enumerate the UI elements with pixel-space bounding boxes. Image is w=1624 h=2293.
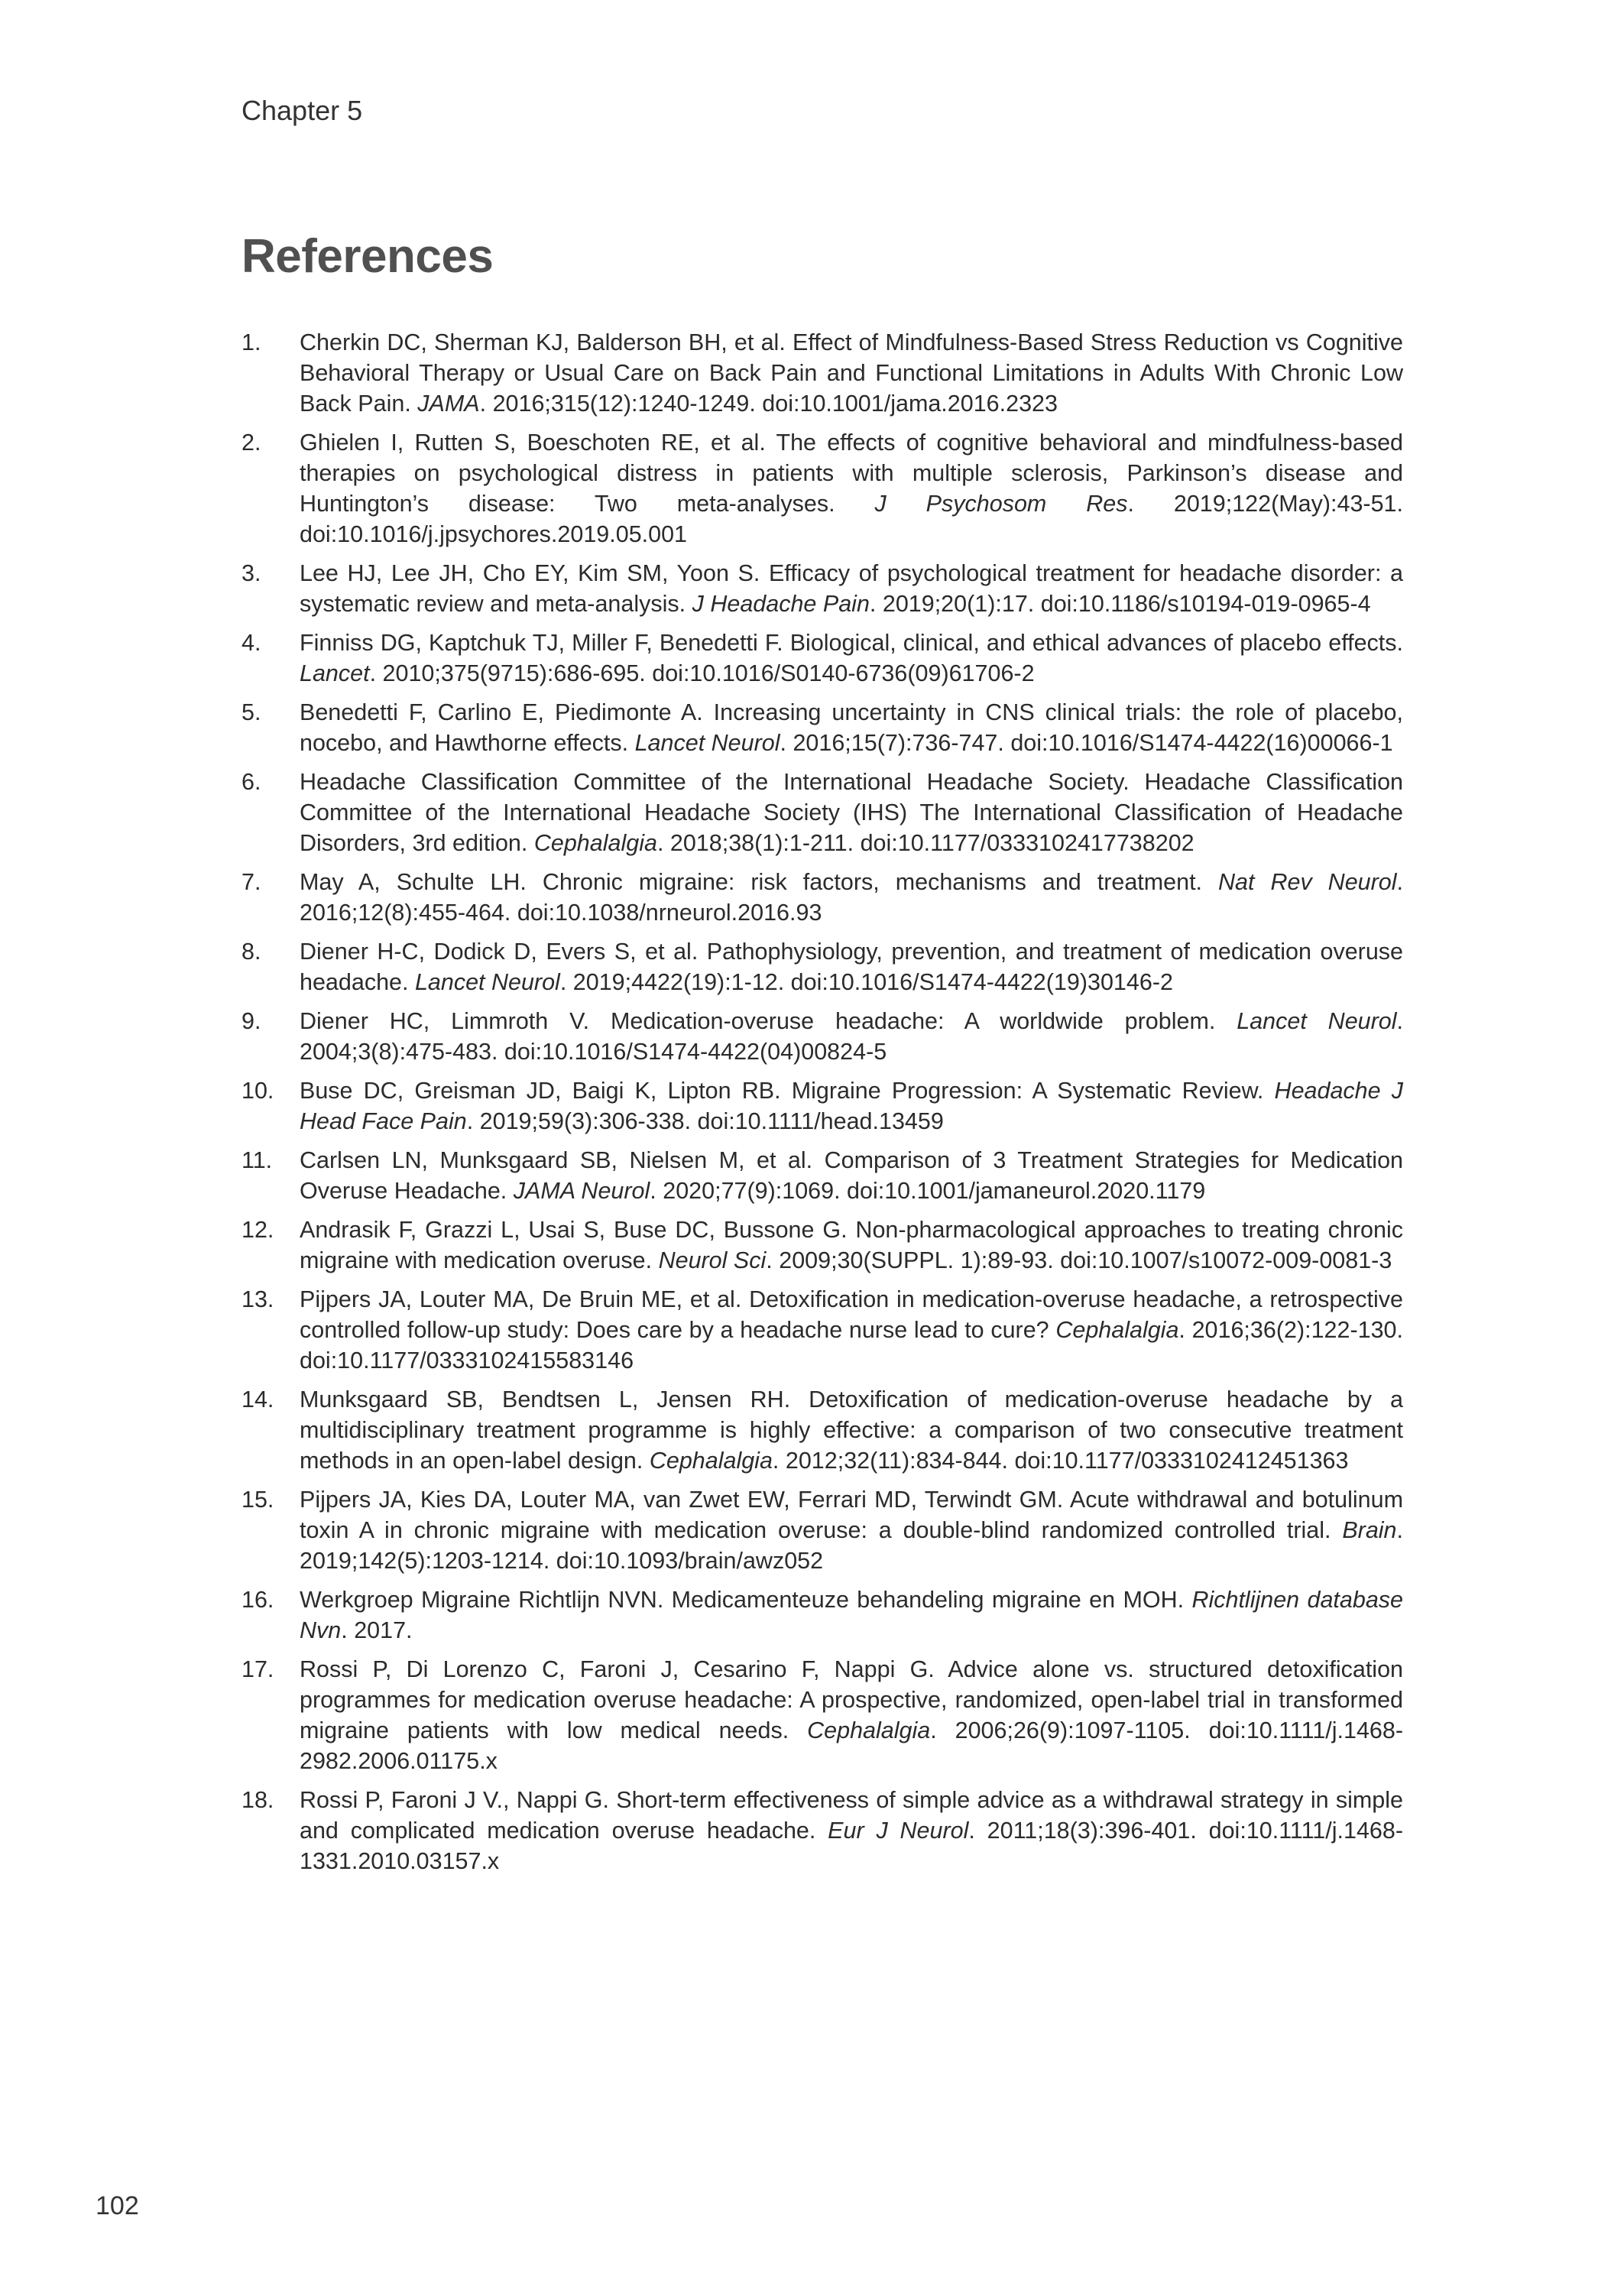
reference-authors-title: Diener HC, Limmroth V. Medication-overuse headache: A worldwide problem.: [300, 1008, 1237, 1034]
reference-journal: Eur J Neurol: [828, 1818, 969, 1844]
reference-number: 6.: [241, 769, 261, 795]
reference-citation: . 2016;36(2):122-130. doi:10.1177/0333102415583146: [300, 1317, 1403, 1374]
reference-authors-title: Rossi P, Faroni J V., Nappi G. Short-term effectiveness of simple advice as a withdrawal strategy in simple and complicated medication overuse headache.: [300, 1787, 1403, 1844]
reference-number: 17.: [241, 1656, 274, 1682]
reference-journal: Lancet Neurol: [634, 730, 780, 756]
reference-citation: . 2016;12(8):455-464. doi:10.1038/nrneurol.2016.93: [300, 869, 1403, 926]
reference-authors-title: Pijpers JA, Kies DA, Louter MA, van Zwet EW, Ferrari MD, Terwindt GM. Acute withdrawal and botulinum toxin A in chronic migraine with medication overuse: a double-blind randomized controlled trial.: [300, 1487, 1403, 1543]
reference-authors-title: May A, Schulte LH. Chronic migraine: risk factors, mechanisms and treatment.: [300, 869, 1219, 895]
reference-item: [241, 697, 1403, 758]
reference-authors-title: Andrasik F, Grazzi L, Usai S, Buse DC, Bussone G. Non-pharmacological approaches to treating chronic migraine with medication overuse.: [300, 1217, 1403, 1273]
reference-authors-title: Buse DC, Greisman JD, Baigi K, Lipton RB. Migraine Progression: A Systematic Review.: [300, 1078, 1275, 1104]
reference-number: 15.: [241, 1487, 274, 1513]
reference-citation: . 2012;32(11):834-844. doi:10.1177/0333102412451363: [772, 1448, 1349, 1474]
reference-citation: . 2019;59(3):306-338. doi:10.1111/head.13459: [466, 1108, 944, 1134]
reference-journal: Nat Rev Neurol: [1218, 869, 1397, 895]
page-number: 102: [96, 2191, 139, 2220]
reference-number: 2.: [241, 430, 261, 456]
reference-number: 4.: [241, 630, 261, 656]
reference-journal: Headache J Head Face Pain: [300, 1078, 1403, 1134]
reference-authors-title: Rossi P, Di Lorenzo C, Faroni J, Cesarino F, Nappi G. Advice alone vs. structured detoxification programmes for medication overuse headache: A prospective, randomized, open-label trial in transformed migraine patients with low medical needs.: [300, 1656, 1403, 1743]
reference-number: 7.: [241, 869, 261, 895]
reference-citation: . 2019;20(1):17. doi:10.1186/s10194-019-0965-4: [869, 591, 1371, 617]
reference-item: [241, 327, 1403, 419]
reference-item: [241, 867, 1403, 928]
page-title: References: [241, 230, 494, 283]
reference-item: [241, 1075, 1403, 1137]
reference-authors-title: Headache Classification Committee of the International Headache Society. Headache Classification Committee of the International Headache Society (IHS) The International Classification of Headache Disorders, 3rd edition.: [300, 769, 1403, 856]
reference-citation: . 2018;38(1):1-211. doi:10.1177/0333102417738202: [656, 830, 1194, 856]
reference-item: [241, 558, 1403, 619]
reference-number: 18.: [241, 1787, 274, 1813]
reference-number: 14.: [241, 1387, 274, 1412]
reference-authors-title: Finniss DG, Kaptchuk TJ, Miller F, Benedetti F. Biological, clinical, and ethical advances of placebo effects.: [300, 630, 1403, 656]
chapter-header: Chapter 5: [241, 95, 363, 126]
reference-number: 16.: [241, 1587, 274, 1613]
reference-journal: JAMA Neurol: [513, 1178, 650, 1204]
reference-number: 8.: [241, 939, 261, 965]
reference-item: [241, 427, 1403, 550]
reference-citation: . 2019;122(May):43-51. doi:10.1016/j.jpsychores.2019.05.001: [300, 491, 1403, 547]
reference-citation: . 2016;315(12):1240-1249. doi:10.1001/jama.2016.2323: [479, 391, 1058, 417]
reference-item: [241, 628, 1403, 689]
reference-citation: . 2006;26(9):1097-1105. doi:10.1111/j.1468-2982.2006.01175.x: [300, 1717, 1404, 1774]
reference-journal: Cephalalgia: [533, 830, 657, 856]
reference-item: [241, 1584, 1403, 1646]
reference-number: 9.: [241, 1008, 261, 1034]
reference-journal: Cephalalgia: [649, 1448, 773, 1474]
reference-item: [241, 1284, 1403, 1376]
reference-authors-title: Pijpers JA, Louter MA, De Bruin ME, et al. Detoxification in medication-overuse headache, a retrospective controlled follow-up study: Does care by a headache nurse lead to cure?: [300, 1286, 1403, 1343]
reference-item: [241, 767, 1403, 858]
reference-number: 1.: [241, 329, 261, 355]
reference-citation: . 2020;77(9):1069. doi:10.1001/jamaneurol.2020.1179: [650, 1178, 1206, 1204]
reference-number: 3.: [241, 560, 261, 586]
reference-authors-title: Benedetti F, Carlino E, Piedimonte A. Increasing uncertainty in CNS clinical trials: the role of placebo, nocebo, and Hawthorne effects.: [300, 699, 1403, 756]
reference-citation: . 2011;18(3):396-401. doi:10.1111/j.1468-1331.2010.03157.x: [300, 1818, 1403, 1874]
reference-citation: . 2017.: [341, 1617, 413, 1643]
reference-citation: . 2004;3(8):475-483. doi:10.1016/S1474-4422(04)00824-5: [300, 1008, 1403, 1065]
reference-authors-title: Cherkin DC, Sherman KJ, Balderson BH, et al. Effect of Mindfulness-Based Stress Reduction vs Cognitive Behavioral Therapy or Usual Care on Back Pain and Functional Limitations in Adults With Chronic Low Back Pain.: [300, 329, 1403, 417]
reference-item: [241, 1484, 1403, 1576]
reference-item: [241, 1145, 1403, 1206]
reference-journal: Lancet: [300, 660, 370, 686]
reference-journal: J Headache Pain: [692, 591, 870, 617]
reference-citation: . 2019;4422(19):1-12. doi:10.1016/S1474-4422(19)30146-2: [559, 969, 1173, 995]
reference-number: 12.: [241, 1217, 274, 1243]
reference-journal: Neurol Sci: [658, 1247, 767, 1273]
reference-item: [241, 1384, 1403, 1476]
reference-journal: Lancet Neurol: [1237, 1008, 1397, 1034]
reference-authors-title: Diener H-C, Dodick D, Evers S, et al. Pathophysiology, prevention, and treatment of medication overuse headache.: [300, 939, 1403, 995]
reference-authors-title: Carlsen LN, Munksgaard SB, Nielsen M, et al. Comparison of 3 Treatment Strategies for Medication Overuse Headache.: [300, 1147, 1403, 1204]
reference-journal: Cephalalgia: [1055, 1317, 1179, 1343]
reference-number: 10.: [241, 1078, 274, 1104]
reference-authors-title: Werkgroep Migraine Richtlijn NVN. Medicamenteuze behandeling migraine en MOH.: [300, 1587, 1192, 1613]
reference-journal: Richtlijnen database Nvn: [300, 1587, 1403, 1643]
reference-authors-title: Lee HJ, Lee JH, Cho EY, Kim SM, Yoon S. Efficacy of psychological treatment for headache disorder: a systematic review and meta-analysis.: [300, 560, 1403, 617]
reference-citation: . 2016;15(7):736-747. doi:10.1016/S1474-4422(16)00066-1: [780, 730, 1393, 756]
reference-item: [241, 1654, 1403, 1776]
reference-item: [241, 1785, 1403, 1876]
reference-authors-title: Munksgaard SB, Bendtsen L, Jensen RH. Detoxification of medication-overuse headache by a multidisciplinary treatment programme is highly effective: a comparison of two consecutive treatment methods in an open-label design.: [300, 1387, 1403, 1474]
reference-citation: . 2009;30(SUPPL. 1):89-93. doi:10.1007/s10072-009-0081-3: [766, 1247, 1392, 1273]
reference-citation: . 2010;375(9715):686-695. doi:10.1016/S0140-6736(09)61706-2: [369, 660, 1035, 686]
reference-list: [241, 327, 1403, 1885]
reference-journal: Lancet Neurol: [414, 969, 560, 995]
reference-journal: Brain: [1342, 1517, 1397, 1543]
reference-citation: . 2019;142(5):1203-1214. doi:10.1093/brain/awz052: [300, 1517, 1403, 1574]
reference-journal: J Psychosom Res: [874, 491, 1128, 517]
reference-authors-title: Ghielen I, Rutten S, Boeschoten RE, et al. The effects of cognitive behavioral and mindfulness-based therapies on psychological distress in patients with multiple sclerosis, Parkinson’s disease and Huntington’s disease: Two meta-analyses.: [300, 430, 1403, 517]
reference-journal: JAMA: [417, 391, 480, 417]
reference-item: [241, 936, 1403, 997]
reference-number: 13.: [241, 1286, 274, 1312]
reference-item: [241, 1006, 1403, 1067]
reference-journal: Cephalalgia: [807, 1717, 931, 1743]
reference-number: 5.: [241, 699, 261, 725]
reference-item: [241, 1215, 1403, 1276]
reference-number: 11.: [241, 1147, 273, 1173]
